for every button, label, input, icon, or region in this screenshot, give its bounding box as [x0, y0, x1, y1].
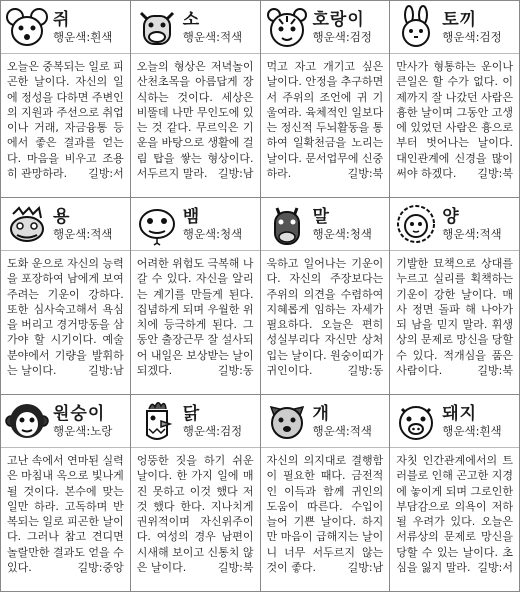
- zodiac-name: 원숭이: [53, 404, 106, 424]
- zodiac-cell-dog: [261, 395, 391, 592]
- fortune-body: 엉뚱한 짓을 하기 쉬운 날이다. 한 가지 일에 매진 못하고 이것 했다 저것 했다 한다. 지나치게 권위적이며 자신위주이다. 여성의 경우 남편이 시새해 보이고 신통치 않은 날이다.: [136, 454, 254, 575]
- zodiac-cell-monkey: [1, 395, 131, 592]
- lucky-color: 행운색:흰색: [442, 424, 502, 438]
- zodiac-cell-sheep: [390, 198, 520, 395]
- cell-header: [261, 1, 390, 54]
- lucky-direction: 길방:남: [347, 561, 384, 575]
- fortune-text: [137, 453, 254, 575]
- lucky-color: 행운색:청색: [182, 227, 243, 241]
- zodiac-name: 소: [182, 10, 201, 30]
- lucky-direction: 길방:북: [477, 364, 513, 378]
- fortune-body: 도화 운으로 자신의 능력을 포장하여 남에게 보여주려는 기운이 강하다. 또한 심사숙고해서 욕심을 버리고 경거망동을 삼가야 할 시기이다. 예술 분야에서 기량을 발휘하는 날이다.: [7, 257, 124, 378]
- fortune-body: 기발한 묘책으로 상대를 누르고 실리를 획책하는 기운이 강한 날이다. 매사 정면 돌파 해 나아가되 남을 믿지 말라. 휘생 상의 문제로 망신을 당할 수 있다. 적개심을 품은 사람이다.: [396, 257, 513, 378]
- lucky-direction: 길방:서: [88, 167, 124, 181]
- fortune-text: [267, 256, 384, 378]
- lucky-color: 행운색:흰색: [53, 30, 113, 44]
- zodiac-name: 용: [53, 207, 71, 227]
- fortune-body: 자칫 인간관계에서의 트러블로 인해 곤고한 지경에 놓이게 되며 그로인한 부담감으로 의욕이 저하될 우려가 있다. 오늘은 서류상의 문제로 망신을 당할 수 있는 날이다. 초심을 잃지 말라.: [396, 454, 513, 575]
- lucky-color: 행운색:적색: [53, 227, 113, 241]
- fortune-body: 고난 속에서 연마된 실력은 마침내 옥으로 빛나게 될 것이다. 본수에 맞는 일만 하라. 고독하며 반복되는 일로 피곤한 날이다. 그러나 참고 견디면 놀랄만한 결과도 얻을 수 있다.: [7, 454, 124, 575]
- tiger-icon: [265, 5, 309, 49]
- lucky-direction: 길방:동: [217, 364, 254, 378]
- zodiac-cell-rooster: [131, 395, 261, 592]
- cell-header: [390, 198, 519, 251]
- lucky-direction: 길방:남: [217, 167, 254, 181]
- lucky-direction: 길방:북: [347, 167, 384, 181]
- cell-header: [390, 395, 519, 448]
- fortune-text: [7, 453, 124, 575]
- fortune-text: [396, 453, 513, 575]
- lucky-direction: 길방:북: [217, 561, 254, 575]
- cell-header: [261, 198, 390, 251]
- cell-header: [390, 1, 519, 54]
- zodiac-cell-rat: [1, 1, 131, 198]
- zodiac-cell-dragon: [1, 198, 131, 395]
- fortune-text: [137, 256, 254, 378]
- zodiac-name: 말: [312, 207, 330, 227]
- fortune-body: 오늘은 중복되는 일로 피곤한 날이다. 자신의 일에 정성을 다하면 주변인의 지원과 주선으로 취업이나 거래, 자금융통 등에서 좋은 결과를 얻는다. 마음을 비우고 조용히 관망하라.: [7, 60, 124, 181]
- rabbit-icon: [394, 5, 438, 49]
- lucky-direction: 길방:북: [477, 167, 513, 181]
- cow-icon: [135, 5, 179, 49]
- rat-icon: [5, 5, 49, 49]
- pig-icon: [394, 399, 438, 443]
- zodiac-name: 호랑이: [312, 10, 365, 30]
- cell-header: [1, 395, 130, 448]
- zodiac-cell-horse: [261, 198, 391, 395]
- fortune-text: [7, 59, 124, 181]
- zodiac-name: 토끼: [442, 10, 478, 30]
- fortune-body: 자신의 의지대로 결행함이 필요한 때다. 금전적인 이득과 함께 귀인의 도움이 따른다. 수입이 늘어 기쁜 날이다. 하지만 마음이 급해지는 날이니 너무 서두르지 않는 것이 좋다.: [266, 454, 384, 575]
- zodiac-name: 돼지: [442, 404, 478, 424]
- lucky-color: 행운색:검정: [182, 424, 243, 438]
- lucky-direction: 길방:남: [88, 364, 124, 378]
- zodiac-cell-ox: [131, 1, 261, 198]
- fortune-body: 만사가 형통하는 운이나 큰일은 할 수가 없다. 이제까지 잘 나갔던 사람은 흉한 날이며 그동안 고생에 있었던 사람은 흉으로 부터 벗어나는 날이다. 대인관계에 신경을 많이 써야 하겠다.: [396, 60, 513, 181]
- zodiac-cell-snake: [131, 198, 261, 395]
- cell-header: [131, 395, 260, 448]
- fortune-text: [396, 59, 513, 181]
- lucky-color: 행운색:검정: [442, 30, 502, 44]
- dog-icon: [265, 399, 309, 443]
- fortune-text: [267, 59, 384, 181]
- fortune-body: 어려한 위험도 극복해 나갈 수 있다. 자신을 알리는 계기를 만들게 된다. 집념하게 되며 우월한 위치에 등극하게 된다. 그 동안 출장근무 잘 설사되어 내일은 보상받는 날이 되겠다.: [136, 257, 254, 378]
- lucky-color: 행운색:적색: [312, 424, 372, 438]
- zodiac-cell-rabbit: [390, 1, 520, 198]
- lucky-color: 행운색:적색: [442, 227, 502, 241]
- lucky-direction: 길방:중앙: [77, 561, 124, 575]
- zodiac-name: 닭: [182, 404, 201, 424]
- lucky-color: 행운색:청색: [312, 227, 372, 241]
- fortune-body: 먹고 자고 개기고 싶은 날이다. 안정을 추구하면서 주위의 조언에 귀 기울여라. 육체적인 일보다는 정신적 두뇌활동을 통하여 일확천금을 노리는 날이다. 문서업무에 신중하라.: [266, 60, 384, 181]
- zodiac-name: 쥐: [53, 10, 71, 30]
- lucky-color: 행운색:적색: [182, 30, 243, 44]
- snake-icon: [135, 202, 179, 246]
- cell-header: [131, 198, 260, 251]
- fortune-text: [396, 256, 513, 378]
- lucky-direction: 길방:동: [347, 364, 384, 378]
- cell-header: [261, 395, 390, 448]
- zodiac-name: 양: [442, 207, 460, 227]
- dragon-icon: [5, 202, 49, 246]
- lucky-color: 행운색:검정: [312, 30, 372, 44]
- zodiac-name: 개: [312, 404, 330, 424]
- fortune-body: 오늘의 형상은 저녁놀이 산천초목을 아름답게 장식하는 것이다. 세상은 비뚤데 나만 무인도에 있는 것 같다. 무르익은 기운을 바탕으로 생활에 걸림 탑을 쌓는 형상이다. 서두르지 말라.: [136, 60, 254, 181]
- lucky-direction: 길방:서: [477, 561, 513, 575]
- fortune-text: [137, 59, 254, 181]
- lucky-color: 행운색:노랑: [53, 424, 113, 438]
- rooster-icon: [135, 399, 179, 443]
- cell-header: [1, 198, 130, 251]
- fortune-text: [7, 256, 124, 378]
- zodiac-cell-pig: [390, 395, 520, 592]
- cell-header: [1, 1, 130, 54]
- fortune-body: 욱하고 일어나는 기운이다. 자신의 주장보다는 주위의 의견을 수렴하여 지혜롭게 임하는 자세가 필요하다. 오늘은 편히 성실부리다 자신만 상처입는 날이다. 원숭이띠가 귀인이다.: [266, 257, 384, 378]
- zodiac-name: 뱀: [182, 207, 201, 227]
- fortune-text: [267, 453, 384, 575]
- sheep-icon: [394, 202, 438, 246]
- zodiac-cell-tiger: [261, 1, 391, 198]
- horse-icon: [265, 202, 309, 246]
- monkey-icon: [5, 399, 49, 443]
- cell-header: [131, 1, 260, 54]
